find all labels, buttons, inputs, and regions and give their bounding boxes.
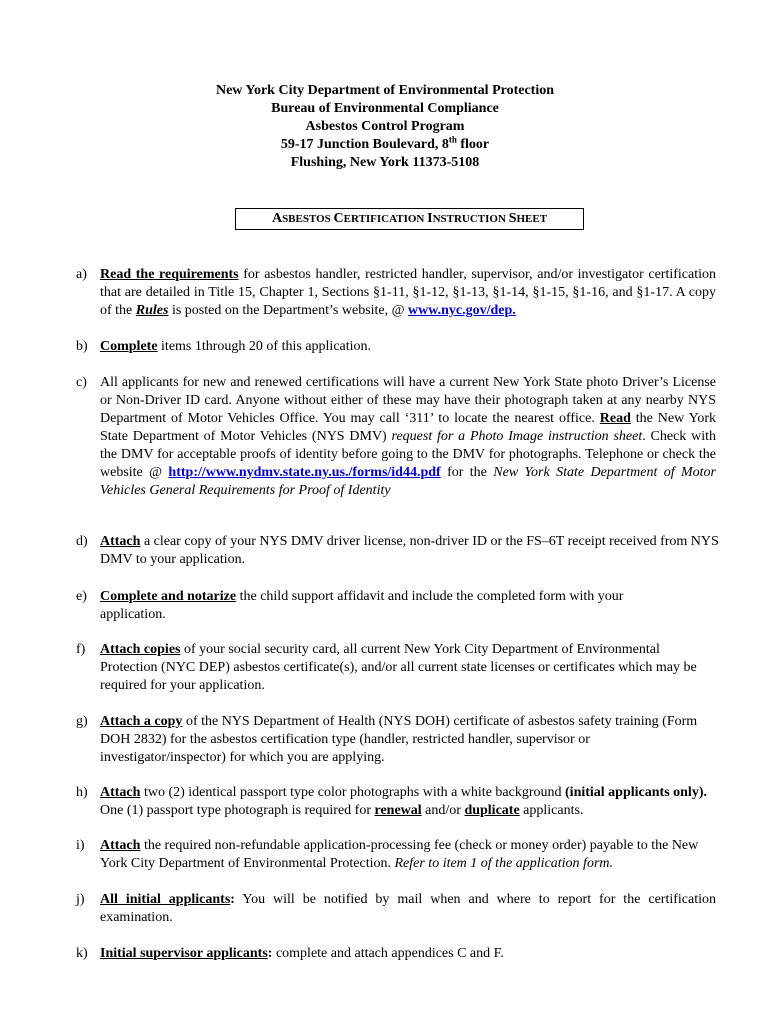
city-address: Flushing, New York 11373-5108 [290, 155, 480, 170]
instruction-item-j: j) All initial applicants: You will be notified by mail when and where to report for the certification examination. [76, 892, 716, 925]
instruction-item-e: e) Complete and notarize the child support affidavit and include the completed form with your application. [76, 589, 624, 622]
letterhead [0, 82, 770, 172]
bureau-name: Bureau of Environmental Compliance [271, 101, 499, 116]
street-address: 59-17 Junction Boulevard, 8th floor [280, 134, 490, 152]
program-name: Asbestos Control Program [305, 119, 465, 134]
dmv-forms-link[interactable]: http://www.nydmv.state.ny.us./forms/id44.pdf [168, 465, 441, 480]
instruction-item-h: h) Attach two (2) identical passport type color photographs with a white background (initial applicants only). One (1) passport type photograph is required for renewal and/or duplicate applicants. [76, 785, 707, 818]
instruction-item-a: a) Read the requirements for asbestos handler, restricted handler, supervisor, and/or investigator certification that are detailed in Title 15, Chapter 1, Sections §1-11, §1-12, §1-13, §1-14, §1-15, §1-16, and §1-17. A copy of the Rules is posted on the Department’s website, @ www.nyc.gov/dep. [76, 267, 716, 318]
agency-name: New York City Department of Environmental Protection [215, 83, 555, 98]
instruction-item-g: g) Attach a copy of the NYS Department of Health (NYS DOH) certificate of asbestos safety training (Form DOH 2832) for the asbestos certification type (handler, restricted handler, supervisor or investigator/inspector) for which you are applying. [76, 714, 698, 765]
instruction-item-c: c) All applicants for new and renewed certifications will have a current New York State photo Driver’s License or Non-Driver ID card. Anyone without either of these may have their photograph taken at any nearby NYS Department of Motor Vehicles Office. You may call ‘311’ to locate the nearest office. Read the New York State Department of Motor Vehicles (NYS DMV) request for a Photo Image instruction sheet. Check with the DMV for acceptable proofs of identity before going to the DMV for photographs. Telephone or check the website @ http://www.nydmv.state.ny.us./forms/id44.pdf for the New York State Department of Motor Vehicles General Requirements for Proof of Identity [76, 375, 716, 498]
instruction-item-i: i) Attach the required non-refundable application-processing fee (check or money order) payable to the New York City Department of Environmental Protection. Refer to item 1 of the application form. [76, 838, 699, 871]
document-title: ASBESTOS CERTIFICATION INSTRUCTION SHEET [235, 208, 584, 230]
instruction-item-k: k) Initial supervisor applicants: complete and attach appendices C and F. [76, 946, 504, 961]
instruction-item-f: f) Attach copies of your social security card, all current New York City Department of Environmental Protection (NYC DEP) asbestos certificate(s), and/or all current state licenses or certificates which may be required for your application. [76, 642, 697, 693]
dep-website-link[interactable]: www.nyc.gov/dep. [408, 303, 516, 318]
instruction-item-d: d) Attach a clear copy of your NYS DMV driver license, non-driver ID or the FS–6T receipt received from NYS DMV to your application. [76, 534, 719, 567]
instruction-item-b: b) Complete items 1through 20 of this application. [76, 339, 372, 354]
